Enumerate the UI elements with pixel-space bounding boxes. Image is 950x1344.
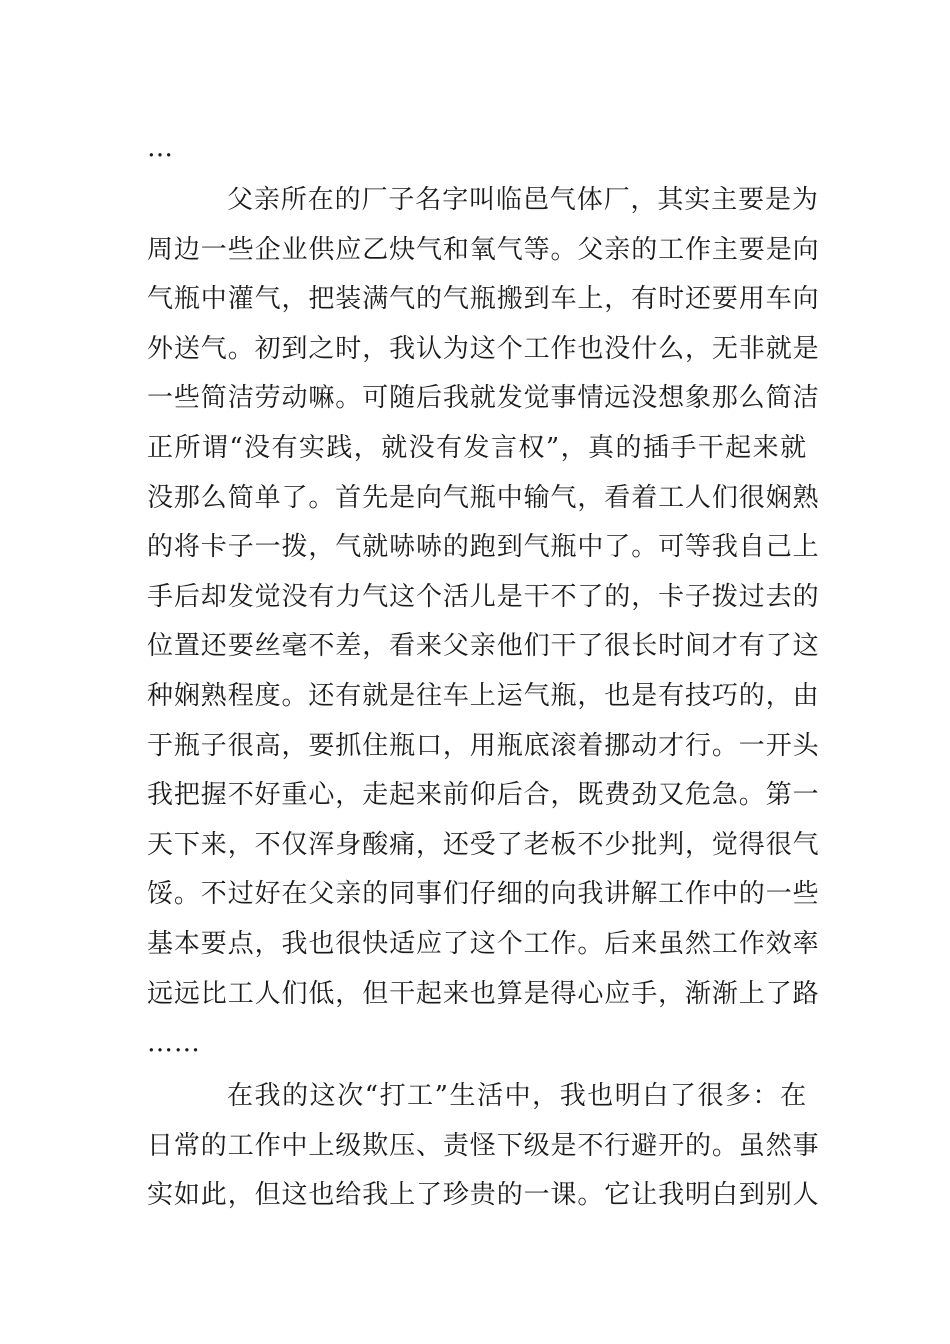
text-line: …… bbox=[147, 1028, 201, 1059]
text-line: 实如此，但这也给我上了珍贵的一课。它让我明白到别人 bbox=[147, 1180, 820, 1211]
text-line: 正所谓“没有实践，就没有发言权”，真的插手干起来就 bbox=[147, 432, 807, 463]
paragraph-ellipsis bbox=[147, 124, 807, 174]
text-line: 父亲所在的厂子名字叫临邑气体厂，其实主要是为 bbox=[227, 185, 819, 215]
text-line: 位置还要丝毫不差，看来父亲他们干了很长时间才有了这 bbox=[147, 631, 820, 662]
text-line: 手后却发觉没有力气这个活儿是干不了的，卡子拨过去的 bbox=[147, 581, 820, 612]
text-line: 一些简洁劳动嘛。可随后我就发觉事情远没想象那么简洁 bbox=[147, 383, 820, 414]
text-line: … bbox=[147, 133, 174, 163]
text-line: 周边一些企业供应乙炔气和氧气等。父亲的工作主要是向 bbox=[147, 234, 820, 265]
text-line: 于瓶子很高，要抓住瓶口，用瓶底滚着挪动才行。一开头 bbox=[147, 730, 820, 761]
text-line: 的将卡子一拨，气就哧哧的跑到气瓶中了。可等我自己上 bbox=[147, 532, 820, 563]
text-line: 基本要点，我也很快适应了这个工作。后来虽然工作效率 bbox=[147, 928, 820, 959]
text-line: 天下来，不仅浑身酸痛，还受了老板不少批判，觉得很气 bbox=[147, 829, 820, 860]
text-line: 远远比工人们低，但干起来也算是得心应手，渐渐上了路 bbox=[147, 978, 820, 1009]
paragraph-main bbox=[147, 176, 820, 1069]
text-line: 没那么简单了。首先是向气瓶中输气，看着工人们很娴熟 bbox=[147, 482, 820, 513]
text-line: 种娴熟程度。还有就是往车上运气瓶，也是有技巧的，由 bbox=[147, 680, 820, 711]
paragraph-final bbox=[147, 1072, 820, 1221]
text-line: 日常的工作中上级欺压、责怪下级是不行避开的。虽然事 bbox=[147, 1130, 820, 1161]
text-line: 外送气。初到之时，我认为这个工作也没什么，无非就是 bbox=[147, 333, 820, 364]
text-line: 我把握不好重心，走起来前仰后合，既费劲又危急。第一 bbox=[147, 780, 820, 811]
text-line: 气瓶中灌气，把装满气的气瓶搬到车上，有时还要用车向 bbox=[147, 284, 820, 315]
text-line: 馁。不过好在父亲的同事们仔细的向我讲解工作中的一些 bbox=[147, 879, 820, 910]
text-line: 在我的这次“打工”生活中，我也明白了很多：在 bbox=[227, 1081, 807, 1111]
